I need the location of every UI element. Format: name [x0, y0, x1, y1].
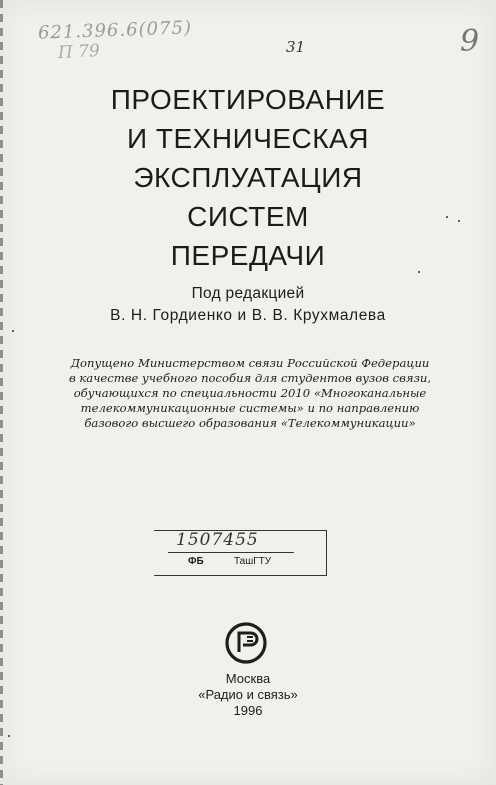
library-stamp: [154, 530, 328, 576]
editors-label: Под редакцией: [191, 285, 305, 302]
publication-city: Москва: [225, 671, 271, 686]
title-line: ПЕРЕДАЧИ: [170, 240, 326, 271]
book-title: [0, 80, 496, 275]
publisher-name: «Радио и связь»: [198, 687, 298, 702]
title-line: СИСТЕМ: [187, 201, 309, 232]
handwritten-catalog-letters: П 79: [57, 40, 101, 64]
handwritten-corner-mark: 9: [460, 24, 480, 59]
approval-line: Допущено Министерством связи Российской Федерации: [70, 356, 430, 370]
editors-names: В. Н. Гордиенко и В. В. Крухмалева: [110, 307, 386, 324]
scan-speck: [458, 220, 460, 222]
publication-year: 1996: [233, 703, 263, 718]
title-line: ЭКСПЛУАТАЦИЯ: [133, 162, 363, 193]
publisher-logo-icon: [224, 621, 268, 665]
scan-speck: [8, 735, 10, 737]
approval-line: в качестве учебного пособия для студентов вузов связи,: [68, 371, 432, 385]
handwritten-classification-code: 621.396.6(075): [37, 17, 193, 44]
approval-line: обучающихся по специальности 2010 «Многоканальные: [73, 386, 427, 400]
title-line: И ТЕХНИЧЕСКАЯ: [127, 123, 369, 154]
scan-speck: [446, 216, 448, 218]
stamp-underline: [168, 552, 294, 553]
stamp-inventory-number: 1507455: [176, 530, 259, 550]
approval-line: базового высшего образования «Телекоммуникации»: [84, 416, 416, 430]
approval-line: телекоммуникационные системы» и по направлению: [80, 401, 420, 415]
title-line: ПРОЕКТИРОВАНИЕ: [110, 84, 386, 115]
handwritten-number: 31: [286, 38, 306, 56]
scan-speck: [12, 330, 14, 332]
ministry-approval-text: [48, 356, 452, 431]
stamp-university: ТашГТУ: [234, 556, 272, 567]
scan-speck: [418, 271, 420, 273]
stamp-library: ФБ: [188, 556, 204, 567]
